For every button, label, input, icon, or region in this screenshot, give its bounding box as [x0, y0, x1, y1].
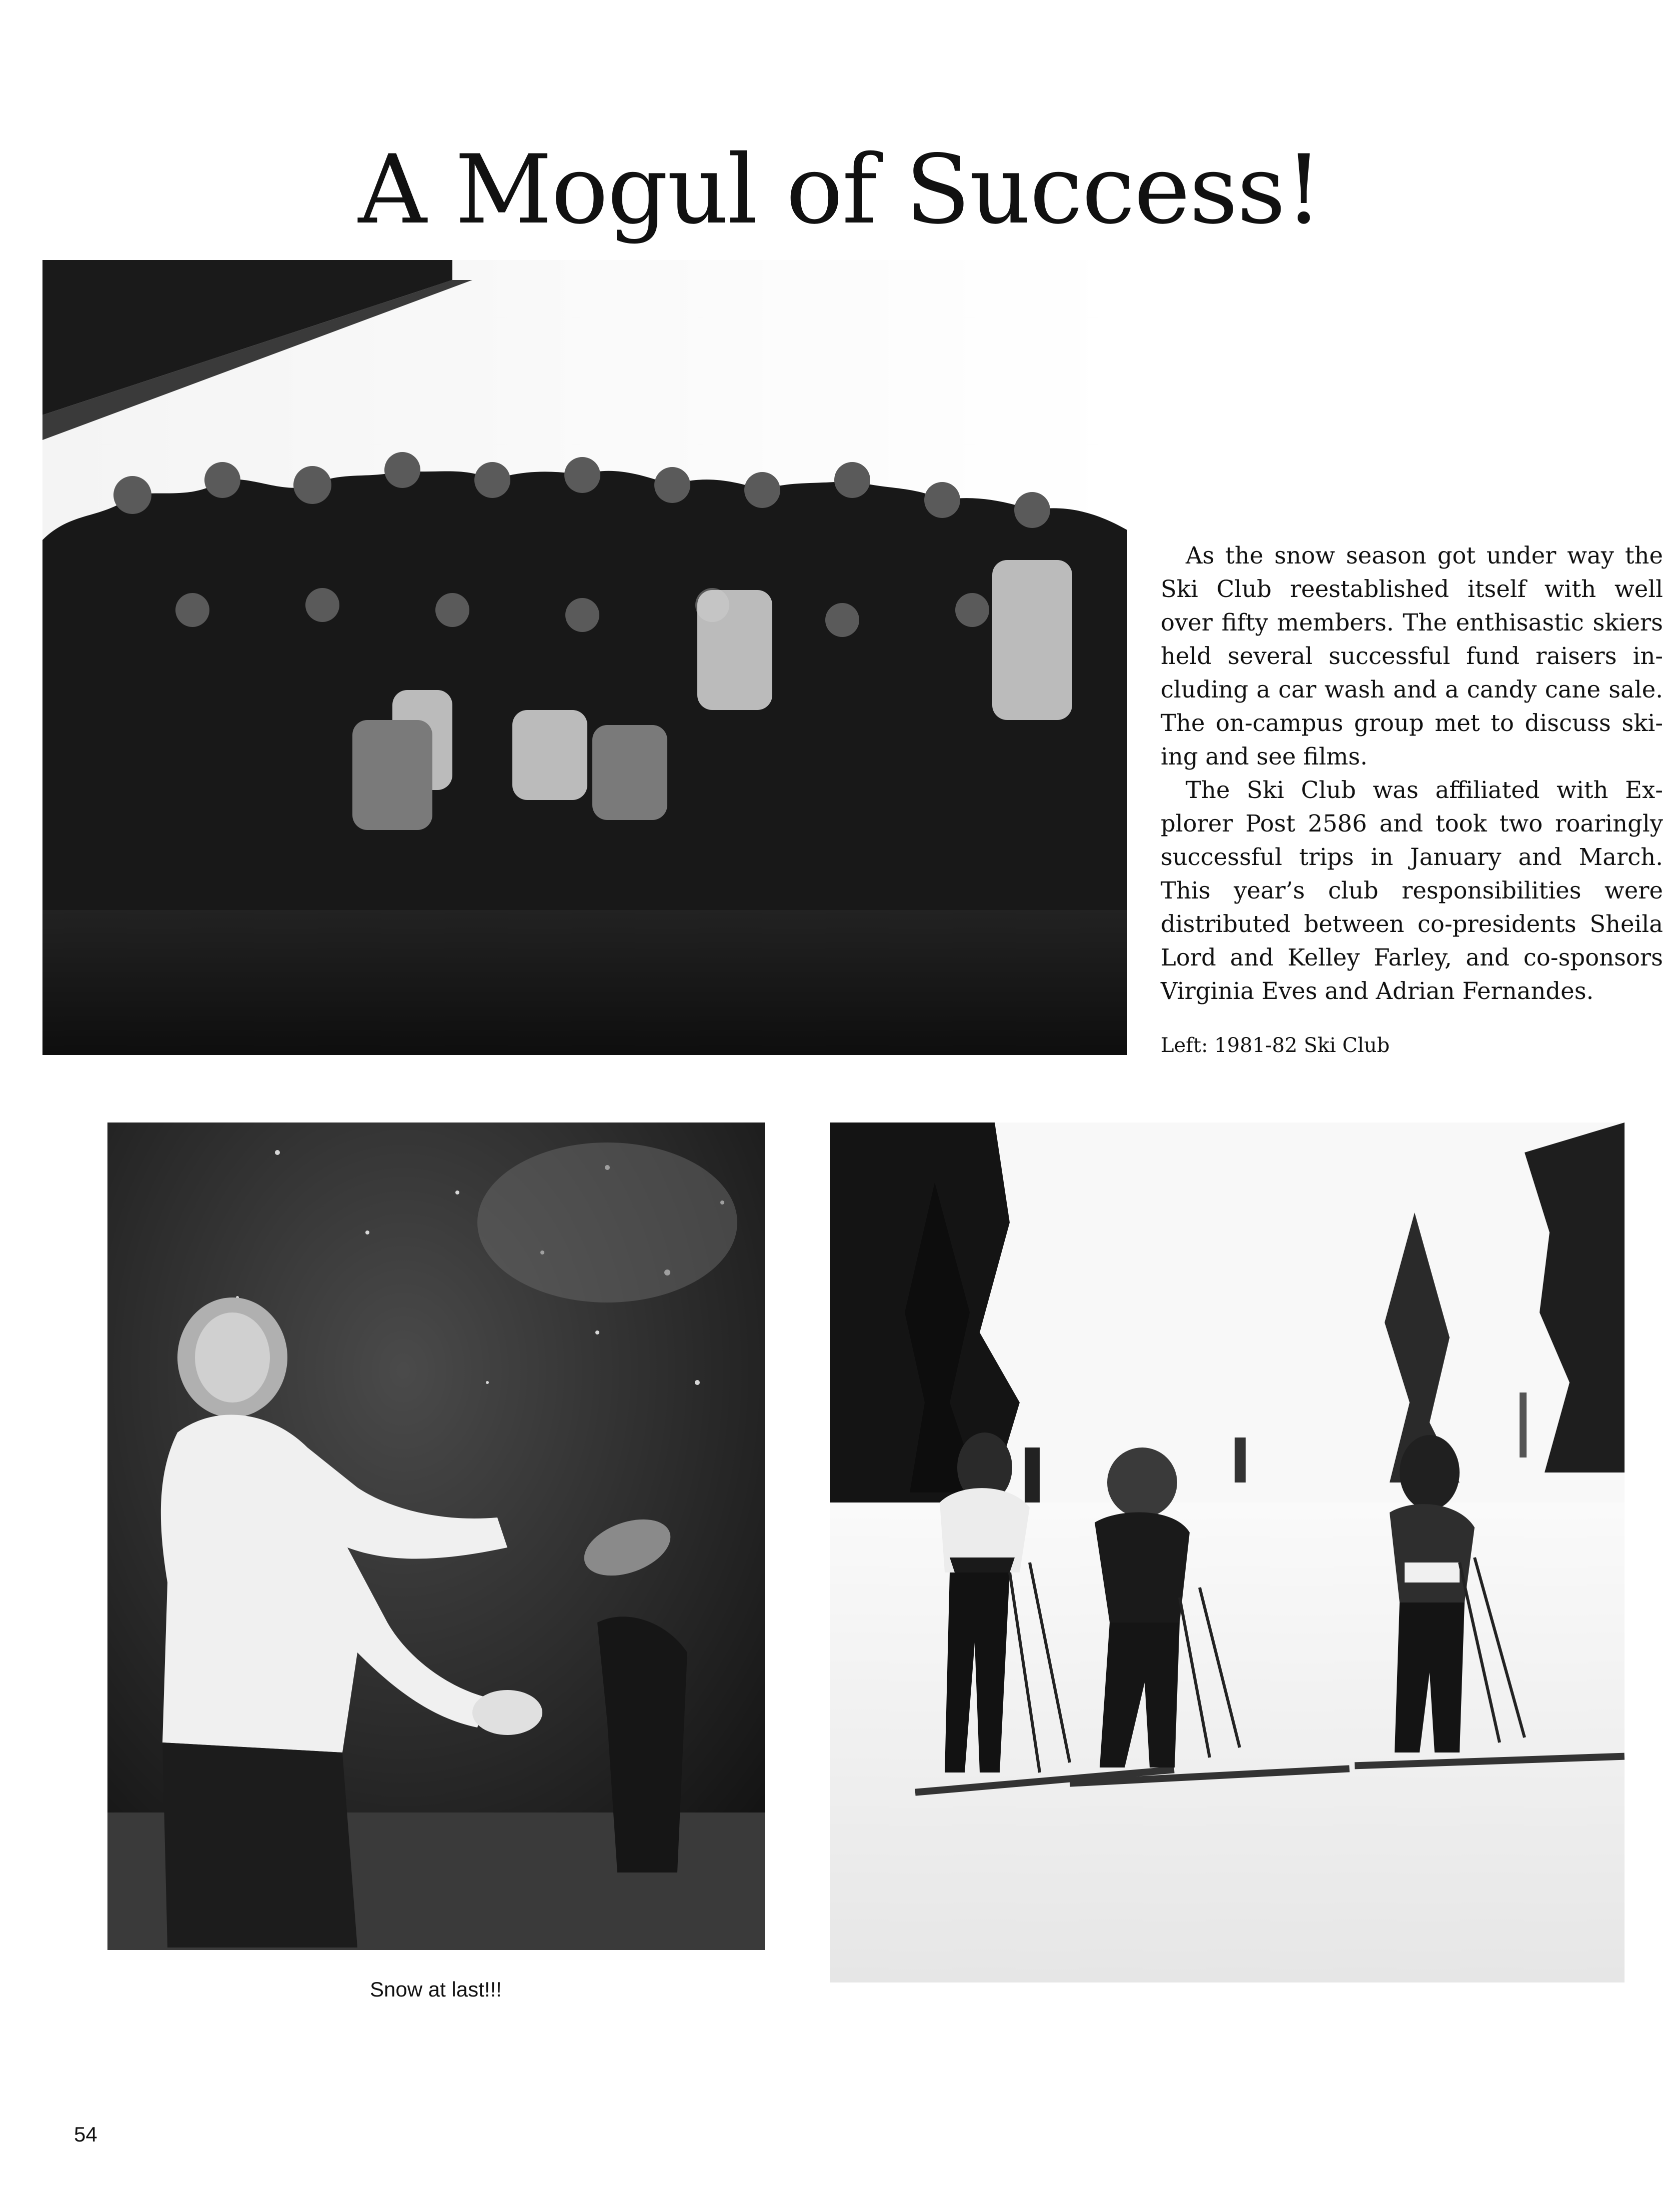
article-paragraph-1: As the snow season got under way the Ski Club reestablished itself with well over fifty members. The enthisastic skiers held several successful fund raisers including a car wash and a candy cane sale. The on-campus group met to discuss skiing and see films.: [1161, 542, 1663, 770]
group-photo-caption: Left: 1981-82 Ski Club: [1161, 1034, 1390, 1057]
article-body: [1161, 539, 1663, 1008]
page-title: A Mogul of Success!: [358, 134, 1322, 245]
three-skiers-photo: [830, 1122, 1625, 1982]
page-number: 54: [74, 2122, 97, 2146]
snowball-night-photo: [107, 1122, 765, 1950]
ski-club-group-photo: [42, 260, 1127, 1055]
article-paragraph-2: The Ski Club was affiliated with Explorer Post 2586 and took two roaringly successful trips in January and March. This year’s club responsibilities were distributed between co-presidents Sheila Lord and Kelley Farley, and co-sponsors Virginia Eves and Adrian Fernandes.: [1161, 776, 1663, 1004]
snow-photo-caption: Snow at last!!!: [370, 1978, 502, 2001]
